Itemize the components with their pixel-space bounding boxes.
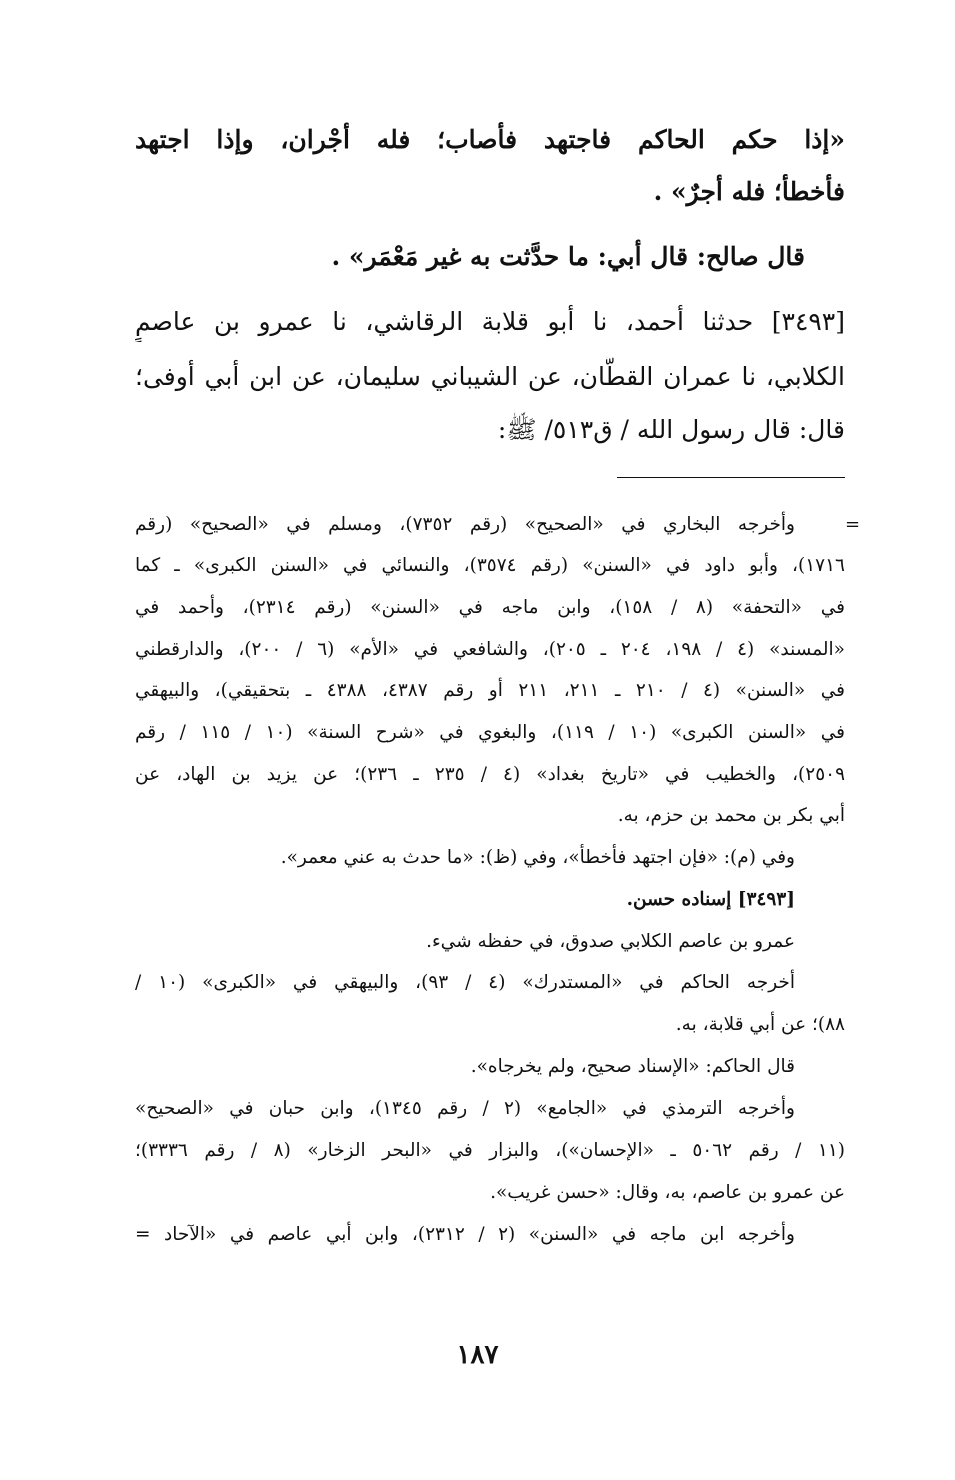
footnote-line: وأخرجه البخاري في «الصحيح» (رقم ٧٣٥٢)، ومسلم في «الصحيح» (رقم: [135, 514, 795, 535]
isnad-line-3: قال: قال رسول الله / ق٥١٣/ ﷺ:: [497, 415, 845, 444]
footnote-line: «المسند» (٤ / ١٩٨، ٢٠٤ ـ ٢٠٥)، والشافعي في «الأم» (٦ / ٢٠٠)، والدارقطني: [135, 639, 845, 660]
footnote-divider: [617, 477, 845, 478]
footnote-line: وأخرجه الترمذي في «الجامع» (٢ / رقم ١٣٤٥)، وابن حبان في «الصحيح»: [135, 1098, 795, 1119]
saleh-statement: قال صالح: قال أبي: ما حدَّثت به غير مَعْمَر» .: [331, 242, 805, 271]
footnote-line: قال الحاكم: «الإسناد صحيح، ولم يخرجاه».: [470, 1056, 795, 1077]
isnad-line-2: الكلابي، نا عمران القطَّان، عن الشيباني سليمان، عن ابن أبي أوفى؛: [135, 362, 845, 391]
footnote-line: ٢٥٠٩)، والخطيب في «تاريخ بغداد» (٤ / ٢٣٥ ـ ٢٣٦)؛ عن يزيد بن الهاد، عن: [135, 764, 845, 785]
footnote-line: في «السنن» (٤ / ٢١٠ ـ ٢١١، ٢١١ أو رقم ٤٣٨٧، ٤٣٨٨ ـ بتحقيقي)، والبيهقي: [135, 680, 845, 701]
footnote-line: وأخرجه ابن ماجه في «السنن» (٢ / ٢٣١٢)، وابن أبي عاصم في «الآحاد =: [135, 1224, 795, 1245]
page-number: ١٨٧: [456, 1340, 499, 1370]
footnote-line: أخرجه الحاكم في «المستدرك» (٤ / ٩٣)، والبيهقي في «الكبرى» (١٠ /: [135, 972, 795, 993]
footnote-line: ٨٨)؛ عن أبي قلابة، به.: [675, 1014, 845, 1035]
hadith-text-line-2: فأخطأ؛ فله أجرٌ» .: [653, 177, 845, 206]
footnote-line: ١٧١٦)، وأبو داود في «السنن» (رقم ٣٥٧٤)، والنسائي في «السنن الكبرى» ـ كما: [135, 555, 845, 576]
footnote-line: (١١ / رقم ٥٠٦٢ ـ «الإحسان»)، والبزار في «البحر الزخار» (٨ / رقم ٣٣٣٦)؛: [135, 1140, 845, 1161]
footnote-isnad-grade: [٣٤٩٣] إسناده حسن.: [626, 889, 795, 910]
footnote-line: أبي بكر بن محمد بن حزم، به.: [617, 805, 845, 826]
footnote-line: عمرو بن عاصم الكلابي صدوق، في حفظه شيء.: [426, 931, 795, 952]
footnote-line: في «السنن الكبرى» (١٠ / ١١٩)، والبغوي في «شرح السنة» (١٠ / ١١٥ / رقم: [135, 722, 845, 743]
footnote-line: وفي (م): «فإن اجتهد فأخطأ»، وفي (ظ): «ما حدث به عني معمر».: [280, 847, 795, 868]
hadith-text-line-1: «إذا حكم الحاكم فاجتهد فأصاب؛ فله أجْران، وإذا اجتهد: [135, 125, 845, 154]
isnad-line-1: [٣٤٩٣] حدثنا أحمد، نا أبو قلابة الرقاشي، نا عمرو بن عاصمٍ: [135, 307, 845, 336]
footnote-continuation-mark: =: [845, 514, 861, 535]
footnote-line: في «التحفة» (٨ / ١٥٨)، وابن ماجه في «السنن» (رقم ٢٣١٤)، وأحمد في: [135, 597, 845, 618]
footnote-line: عن عمرو بن عاصم، به، وقال: «حسن غريب».: [490, 1182, 845, 1203]
